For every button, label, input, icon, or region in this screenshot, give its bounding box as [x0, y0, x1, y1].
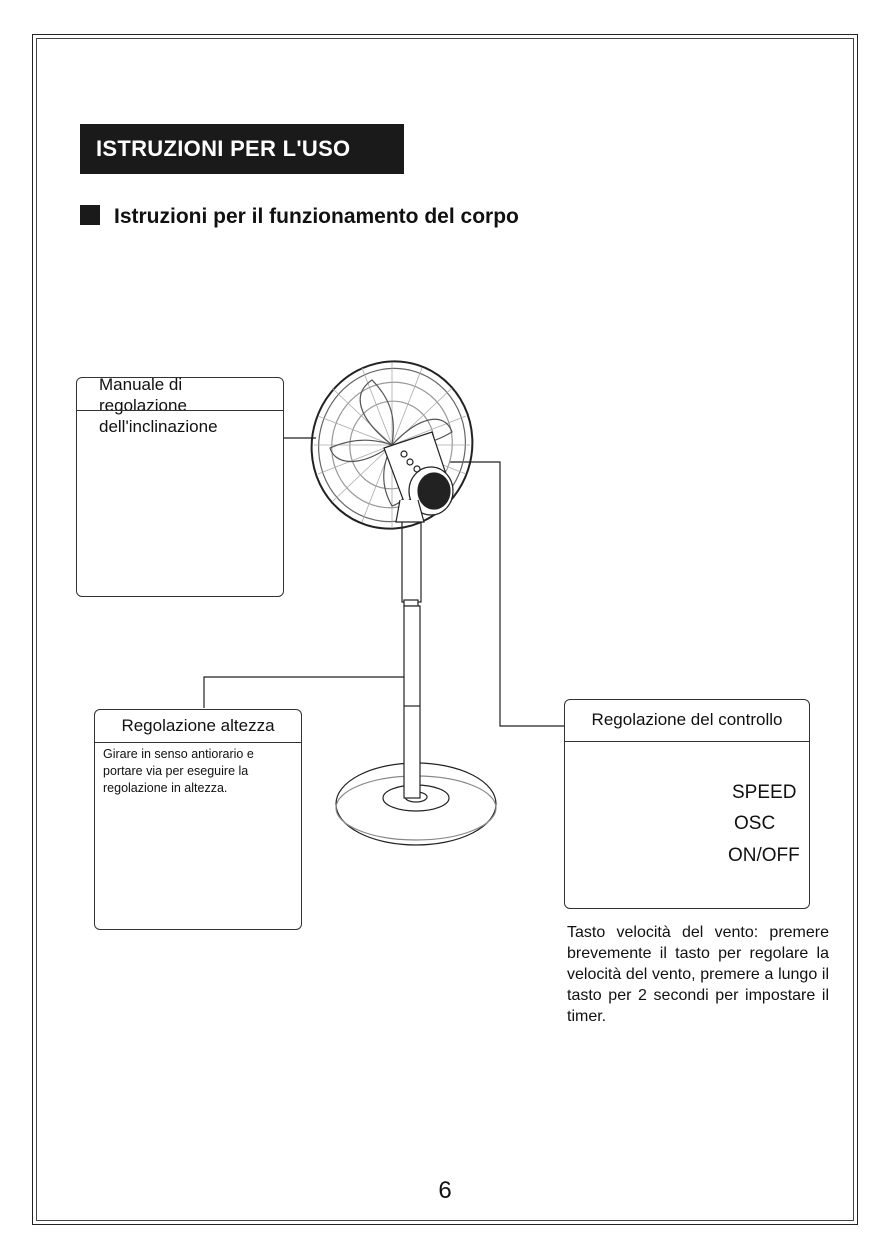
- speed-label: SPEED: [732, 782, 797, 803]
- height-callout-description: Girare in senso antiorario e portare via per eseguire la regolazione in altezza.: [103, 747, 254, 795]
- control-adjustment-callout: [564, 699, 810, 909]
- height-adjustment-callout: [94, 709, 302, 930]
- page-number: 6: [438, 1177, 452, 1204]
- tilt-callout-title: Manuale di regolazione dell'inclinazione: [99, 375, 218, 436]
- control-leader-line: [450, 462, 564, 726]
- control-callout-divider: [565, 741, 809, 742]
- subheading-text: Istruzioni per il funzionamento del corpo: [114, 205, 519, 228]
- control-callout-title: Regolazione del controllo: [591, 710, 783, 729]
- lower-pole: [404, 606, 420, 798]
- onoff-label: ON/OFF: [728, 845, 800, 866]
- height-leader-line: [204, 677, 404, 708]
- section-header: ISTRUZIONI PER L'USO: [80, 124, 404, 174]
- speed-button-description: Tasto velocità del vento: premere brevemente il tasto per regolare la velocità del vento, premere a lungo il tasto per 2 secondi per impostare il timer.: [567, 924, 829, 1025]
- tilt-adjustment-callout: [76, 377, 284, 597]
- height-callout-divider: [95, 742, 301, 743]
- height-callout-title: Regolazione altezza: [121, 716, 275, 735]
- upper-pole: [402, 520, 421, 602]
- osc-label: OSC: [734, 813, 776, 834]
- tilt-callout-divider: [77, 410, 283, 411]
